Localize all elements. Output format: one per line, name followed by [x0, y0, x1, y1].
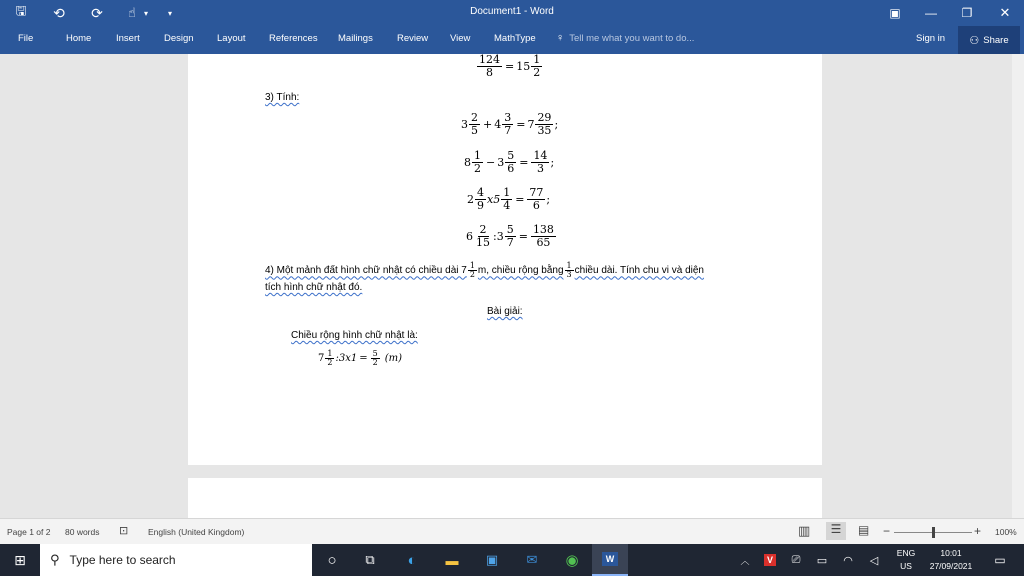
- tab-insert[interactable]: Insert: [116, 33, 140, 44]
- tab-mathtype[interactable]: MathType: [494, 33, 536, 44]
- app-tray-icon[interactable]: V: [760, 550, 780, 570]
- web-layout-icon[interactable]: ▤: [858, 523, 870, 537]
- ribbon-display-options-icon[interactable]: ▣: [889, 6, 901, 20]
- equation-4: 6 $\frac{2}{15}$ :3 $\frac{5}{7}$ = $\frac{138}{65}$: [466, 223, 554, 249]
- vertical-scrollbar[interactable]: [1012, 54, 1024, 518]
- language-code: ENG: [896, 548, 916, 558]
- problem-4-line-1: 4) Một mảnh đất hình chữ nhật có chiều dài 7 $\frac{1}{2}$ m, chiều rộng bằng $\frac{1}{3}$ chiều dài. Tính chu vi và diện: [265, 261, 704, 280]
- tell-me-placeholder: Tell me what you want to do...: [569, 32, 695, 44]
- tab-review[interactable]: Review: [397, 33, 429, 44]
- tab-file[interactable]: File: [18, 33, 34, 44]
- word-count[interactable]: 80 words: [65, 527, 100, 537]
- equation-top: $\frac{124}{8}$ = 15 $\frac{1}{2}$: [479, 54, 541, 79]
- section-3-label: 3) Tính:: [265, 92, 300, 103]
- title-bar: [0, 0, 1024, 26]
- equation-2: 8 $\frac{1}{2}$ − 3 $\frac{5}{6}$ = $\frac{14}{3}$ ;: [464, 149, 555, 175]
- language-indicator[interactable]: English (United Kingdom): [148, 527, 245, 537]
- store-icon[interactable]: ▣: [485, 552, 499, 567]
- notifications-icon[interactable]: ▭: [994, 553, 1006, 567]
- taskbar-search[interactable]: [40, 544, 312, 576]
- customize-qa-icon[interactable]: ▾: [167, 8, 172, 18]
- tell-me-search[interactable]: [556, 32, 694, 44]
- task-view-icon[interactable]: ⧉: [365, 552, 375, 567]
- solution-title: Bài giải:: [487, 306, 523, 317]
- word-taskbar-button[interactable]: [592, 544, 628, 576]
- lightbulb-icon: ♀: [556, 32, 565, 44]
- proofing-icon[interactable]: ⊡: [119, 525, 129, 537]
- close-button[interactable]: ✕: [999, 5, 1011, 20]
- cortana-icon[interactable]: ○: [327, 551, 337, 569]
- status-bar: [0, 518, 1024, 544]
- tab-layout[interactable]: Layout: [217, 33, 246, 44]
- tab-design[interactable]: Design: [164, 33, 194, 44]
- tab-home[interactable]: Home: [66, 33, 92, 44]
- save-icon[interactable]: 🖫: [15, 3, 27, 18]
- tab-mailings[interactable]: Mailings: [338, 33, 373, 44]
- page-2[interactable]: [188, 478, 822, 518]
- input-language[interactable]: [890, 544, 922, 576]
- mail-icon[interactable]: ✉: [526, 552, 538, 567]
- share-button[interactable]: [958, 26, 1020, 54]
- word-icon: W: [602, 552, 619, 566]
- sign-in-link[interactable]: Sign in: [916, 33, 946, 44]
- zoom-slider-thumb[interactable]: [932, 527, 935, 538]
- person-icon: ⚇: [969, 34, 980, 47]
- redo-icon[interactable]: ⟳: [91, 4, 103, 21]
- width-equation: 7 $\frac{1}{2}$ :3x1 = $\frac{5}{2}$ (m): [318, 349, 402, 368]
- document-area: [0, 54, 1024, 518]
- search-placeholder: Type here to search: [69, 553, 176, 567]
- zoom-out-button[interactable]: −: [883, 524, 891, 538]
- clock-date: 27/09/2021: [929, 561, 973, 571]
- minimize-button[interactable]: —: [925, 6, 937, 20]
- read-mode-icon[interactable]: ▥: [798, 523, 811, 538]
- tab-references[interactable]: References: [269, 33, 318, 44]
- clock-time: 10:01: [940, 548, 962, 558]
- taskbar: [0, 544, 1024, 576]
- volume-icon[interactable]: ◁: [869, 554, 879, 567]
- search-icon: ⚲: [50, 552, 60, 567]
- equation-3: 2 $\frac{4}{9}$ x5 $\frac{1}{4}$ = $\frac{77}{6}$ ;: [467, 186, 551, 212]
- page-count[interactable]: Page 1 of 2: [7, 527, 51, 537]
- zoom-slider[interactable]: [894, 532, 972, 533]
- zoom-level[interactable]: 100%: [995, 527, 1017, 537]
- undo-icon[interactable]: ⟲: [53, 4, 65, 21]
- print-layout-icon[interactable]: ☰: [826, 522, 846, 540]
- windows-start-icon[interactable]: ⊞: [14, 551, 26, 568]
- equation-1: 3 $\frac{2}{5}$ + 4 $\frac{3}{7}$ = 7 $\frac{29}{35}$ ;: [461, 111, 559, 137]
- touch-mode-icon[interactable]: ☝: [128, 5, 136, 20]
- keyboard-layout: US: [900, 561, 912, 571]
- window-title: Document1 - Word: [470, 6, 554, 17]
- page-1[interactable]: [188, 54, 822, 465]
- width-label: Chiều rộng hình chữ nhật là:: [291, 330, 418, 341]
- zoom-in-button[interactable]: +: [974, 524, 982, 538]
- touch-dropdown-icon[interactable]: ▾: [143, 8, 148, 18]
- problem-4-line-2: tích hình chữ nhật đó.: [265, 282, 363, 293]
- battery-icon[interactable]: ▭: [816, 554, 828, 567]
- file-explorer-icon[interactable]: ▬: [445, 552, 459, 568]
- show-hidden-icons-icon[interactable]: ︿: [740, 555, 750, 566]
- wifi-icon[interactable]: ◠: [843, 554, 853, 567]
- app-green-icon[interactable]: ◉: [565, 552, 579, 569]
- ribbon-tabs: [0, 26, 1024, 54]
- clock[interactable]: [922, 544, 980, 576]
- restore-button[interactable]: ❐: [961, 6, 973, 20]
- tab-view[interactable]: View: [450, 33, 471, 44]
- edge-icon[interactable]: ◐: [407, 551, 417, 569]
- share-label: Share: [983, 34, 1009, 46]
- tray-device-icon[interactable]: ⎚: [791, 553, 801, 566]
